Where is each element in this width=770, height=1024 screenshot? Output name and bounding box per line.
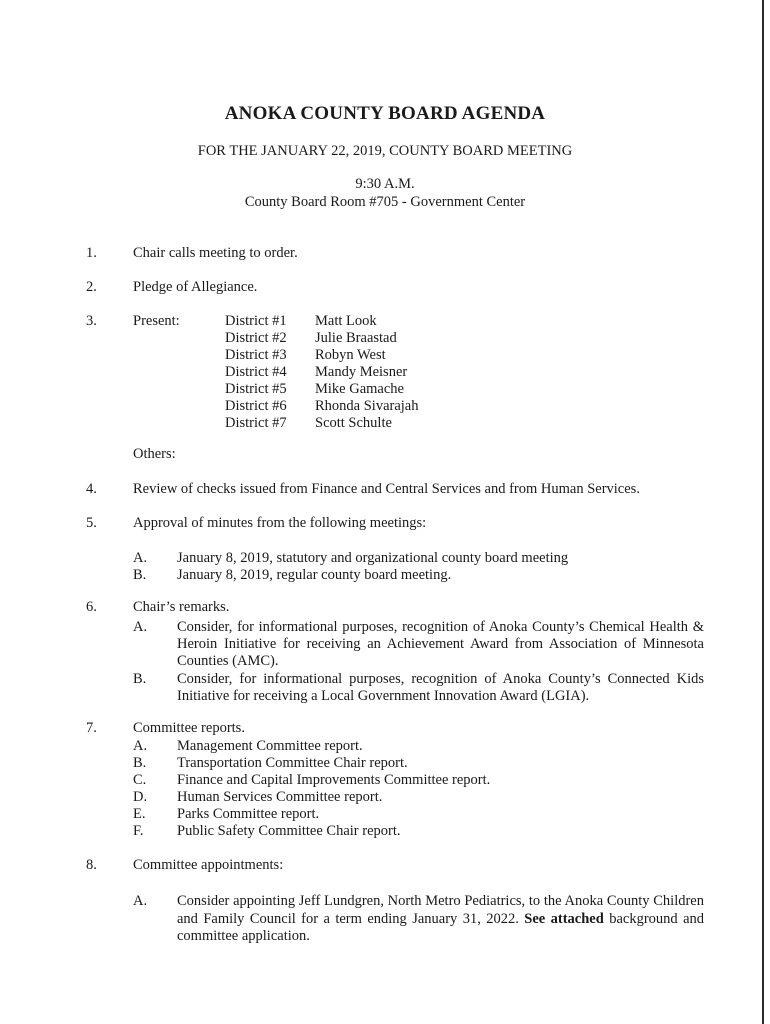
item-text: Approval of minutes from the following meetings: — [133, 515, 427, 531]
sub-item-letter: A. — [133, 550, 148, 566]
district-label: District #4 — [225, 364, 287, 380]
sub-item-text — [177, 893, 704, 946]
sub-item-letter: B. — [133, 755, 147, 771]
sub-item-text: January 8, 2019, regular county board meeting. — [177, 567, 452, 583]
commissioner-name: Julie Braastad — [315, 330, 397, 346]
sub-item-letter: E. — [133, 806, 146, 822]
present-label: Present: — [133, 313, 180, 329]
commissioner-name: Scott Schulte — [315, 415, 392, 431]
item-number: 5. — [86, 515, 97, 531]
sub-item-letter: B. — [133, 567, 147, 583]
commissioner-name: Robyn West — [315, 347, 386, 363]
appointment-text-end: background and committee application. — [177, 910, 705, 944]
sub-item-text: Consider, for informational purposes, recognition of Anoka County’s Chemical Health & Heroin Initiative for receiving an Achievement Award from Association of Minnesota Counties (AMC). — [177, 619, 704, 669]
meeting-subtitle: FOR THE JANUARY 22, 2019, COUNTY BOARD MEETING — [197, 143, 573, 159]
district-label: District #1 — [225, 313, 287, 329]
item-number: 2. — [86, 279, 97, 295]
sub-item-letter: A. — [133, 619, 148, 635]
meeting-location: County Board Room #705 - Government Center — [244, 194, 526, 210]
district-label: District #6 — [225, 398, 287, 414]
sub-item-letter: A. — [133, 738, 148, 754]
sub-item-letter: C. — [133, 772, 147, 788]
sub-item-text: January 8, 2019, statutory and organizational county board meeting — [177, 550, 569, 566]
district-label: District #7 — [225, 415, 287, 431]
item-number: 7. — [86, 720, 97, 736]
sub-item-text: Parks Committee report. — [177, 806, 320, 822]
sub-item-text: Management Committee report. — [177, 738, 363, 754]
sub-item-text: Finance and Capital Improvements Committee report. — [177, 772, 491, 788]
item-number: 4. — [86, 481, 97, 497]
item-text: Review of checks issued from Finance and Central Services and from Human Services. — [133, 481, 640, 497]
district-label: District #5 — [225, 381, 287, 397]
sub-item-letter: A. — [133, 893, 148, 909]
district-label: District #3 — [225, 347, 287, 363]
sub-item-text: Public Safety Committee Chair report. — [177, 823, 401, 839]
commissioner-name: Mike Gamache — [315, 381, 404, 397]
meeting-time: 9:30 A.M. — [355, 176, 415, 192]
sub-item-text: Human Services Committee report. — [177, 789, 383, 805]
item-text: Chair’s remarks. — [133, 599, 230, 615]
item-text: Committee reports. — [133, 720, 245, 736]
others-label: Others: — [133, 446, 176, 462]
item-text: Committee appointments: — [133, 857, 284, 873]
sub-item-letter: F. — [133, 823, 144, 839]
appointment-text-start: Consider appointing Jeff Lundgren, North Metro Pediatrics, to the Anoka County Children and Family Council for a term ending January 31, 2022. — [177, 893, 704, 927]
district-label: District #2 — [225, 330, 287, 346]
document-title: ANOKA COUNTY BOARD AGENDA — [224, 103, 546, 124]
sub-item-letter: D. — [133, 789, 148, 805]
commissioner-name: Mandy Meisner — [315, 364, 408, 380]
sub-item-text: Consider, for informational purposes, recognition of Anoka County’s Connected Kids Initiative for receiving a Local Government Innovation Award (LGIA). — [177, 671, 704, 704]
sub-item-text: Transportation Committee Chair report. — [177, 755, 408, 771]
sub-item-letter: B. — [133, 671, 147, 687]
commissioner-name: Rhonda Sivarajah — [315, 398, 419, 414]
item-number: 8. — [86, 857, 97, 873]
item-text: Pledge of Allegiance. — [133, 279, 258, 295]
commissioner-name: Matt Look — [315, 313, 377, 329]
item-number: 3. — [86, 313, 97, 329]
see-attached-emphasis: See attached — [524, 910, 604, 927]
item-text: Chair calls meeting to order. — [133, 245, 298, 261]
item-number: 1. — [86, 245, 97, 261]
item-number: 6. — [86, 599, 97, 615]
